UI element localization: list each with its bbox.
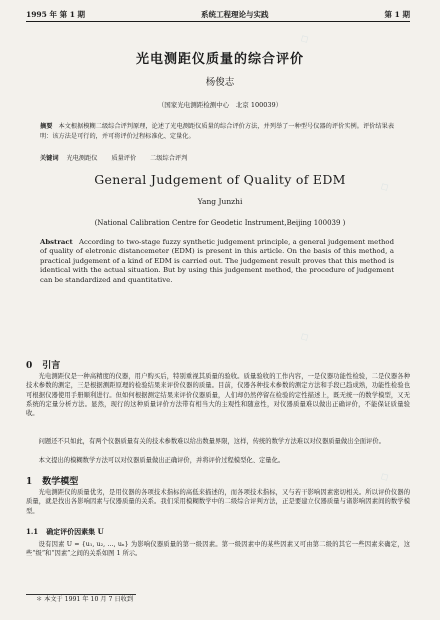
- watermark: ◇: [297, 328, 312, 345]
- subsection-title: 确定评价因素集 U: [46, 527, 104, 536]
- footnote-rule: [26, 594, 136, 595]
- cn-keywords-label: 关键词: [40, 155, 59, 162]
- cn-keyword: 光电测距仪: [66, 155, 98, 162]
- paragraph: 设有因素 U = {u₁, u₂, …, uₙ} 为影响仪器质量的第一级因素。第一级因素中的某些因素又可由第二级的其它一些因素来确定，这些“级”和“因素”之间的关系如图 1 所示。: [26, 541, 410, 558]
- journal-name: 系统工程理论与实践: [201, 10, 269, 19]
- cn-abstract: [40, 122, 394, 141]
- watermark: ◇: [377, 468, 392, 485]
- section-number: 1: [26, 477, 33, 487]
- paragraph: 光电测距仪是一种高精度的仪器，用户购买后，特别重视其质量的验收。质量验收的工作内容，一是仪器功能性检验，二是仪器各种技术参数的测定，三是根据测距原理的检验结果来评价仪器的质量。目前，仪器各种技术参数的测定方法和手段已趋成熟，功能性检验也可根据仪器使用手册顺利进行。但如何根据测定结果来评价仪器质量，人们却仍然停留在检验的定性描述上，既无统一的数学模型，又无系统的定量分析方法。显然，现行的这种质量评价方法带有相当大的主观性和随意性，对仪器质量难以做出正确评价，不能保证质量验收。: [26, 373, 410, 418]
- en-abstract-label: Abstract: [40, 238, 73, 246]
- cn-keyword: 质量评价: [111, 155, 137, 162]
- section-number: 0: [26, 361, 33, 371]
- paragraph: 光电测距仪的质量优劣，是用仪器的各项技术指标的高低来描述的，而各项技术指标，又与若干影响因素密切相关。所以评价仪器的质量，就是找出各影响因素与仪器质量的关系。我们采用模糊数学中的二级综合评判方法，正是要建立仪器质量与诸影响因素间的数学模型。: [26, 489, 410, 515]
- en-abstract: [40, 238, 394, 285]
- en-author: Yang Junzhi: [197, 197, 243, 206]
- cn-affiliation: （国家光电测距检测中心 北京 100039）: [157, 101, 283, 109]
- cn-keywords: [40, 154, 394, 163]
- section-heading: [26, 474, 78, 487]
- en-abstract-text: According to two-stage fuzzy synthetic judgement principle, a general judgement method of quality of eletronic distancemeter (EDM) is present in this article. On the basis of this method, a practical judgement of a kind of EDM is carried out. The judgement result proves that this method is identical with the actual situation. But by using this judgement method, the procedure of judgement can be standardized and quantitative.: [40, 238, 394, 284]
- issue-number: 第 1 期: [384, 10, 410, 19]
- section-title: 数学模型: [42, 477, 79, 487]
- issue-label: 1995 年 第 1 期: [26, 10, 86, 19]
- en-title: General Judgement of Quality of EDM: [94, 172, 346, 187]
- watermark: ◇: [377, 178, 392, 195]
- subsection-heading: [26, 527, 104, 537]
- section-heading: [26, 358, 60, 371]
- section-title: 引言: [42, 361, 61, 371]
- en-affiliation: (National Calibration Centre for Geodetic Instrument,Beijing 100039 ): [94, 219, 346, 227]
- cn-author: 杨俊志: [205, 77, 235, 88]
- cn-abstract-label: 摘要: [40, 123, 53, 130]
- cn-abstract-text: 本文根据模糊二级综合评判原理，论述了光电测距仪质量的综合评价方法，并列举了一种型号仪器的评价实例。评价结果表明：该方法是可行的，并可将评价过程标准化、定量化。: [40, 123, 395, 140]
- footnote: ＊ 本文于 1991 年 10 月 7 日收到: [36, 596, 134, 603]
- running-head: [26, 10, 410, 22]
- paragraph: 问题还不只如此，有两个仪器质量有关的技术参数难以给出数量界限，这样，传统的数学方法难以对仪器质量做出全面评价。: [38, 438, 385, 445]
- subsection-number: 1.1: [26, 527, 39, 536]
- watermark: ◇: [297, 30, 312, 47]
- cn-keyword: 二级综合评判: [150, 155, 188, 162]
- paragraph: 本文提出的模糊数学方法可以对仪器质量做出正确评价，并将评价过程模型化、定量化。: [38, 457, 285, 464]
- cn-title: 光电测距仪质量的综合评价: [135, 52, 304, 67]
